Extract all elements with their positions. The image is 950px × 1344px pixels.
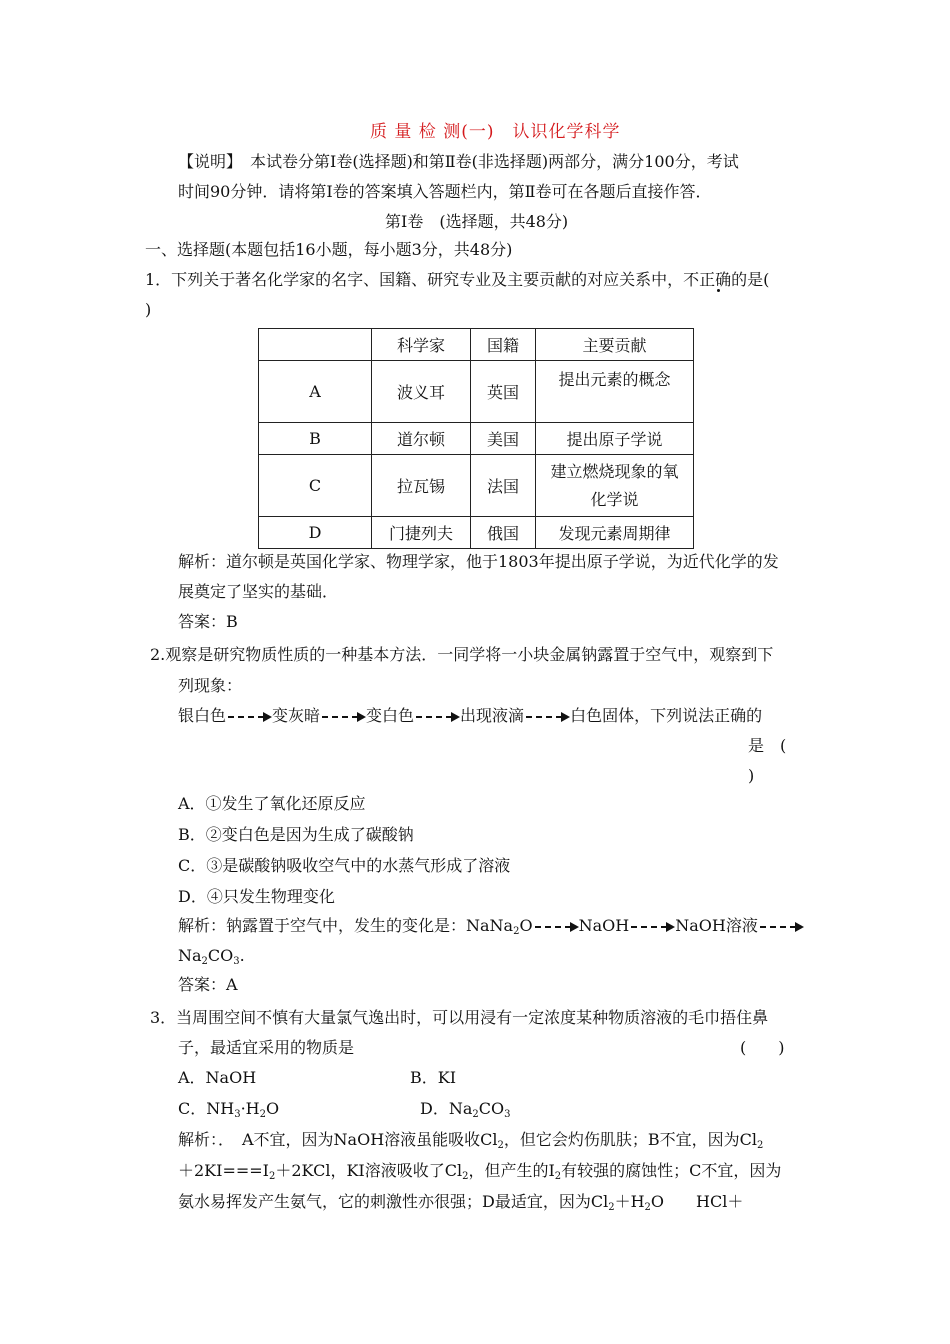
q2-stem-end-2: )	[748, 766, 755, 785]
table-header-row	[259, 329, 694, 361]
analysis-text: O HCl＋	[650, 1192, 744, 1211]
option-text: CO	[478, 1099, 505, 1118]
arrow-icon	[758, 917, 804, 937]
section-heading: 一、选择题(本题包括16小题，每小题3分，共48分)	[145, 240, 513, 259]
analysis-text: ＋H	[614, 1192, 645, 1211]
table-cell-country: 美国	[471, 423, 536, 455]
q1-answer: 答案：B	[178, 612, 238, 631]
subscript: 2	[513, 926, 520, 937]
q3-option-d	[420, 1099, 510, 1125]
analysis-text: CO	[207, 946, 234, 965]
table-header-cell: 国籍	[471, 329, 536, 361]
table-header-cell: 主要贡献	[536, 329, 694, 361]
option-text: C．NH	[178, 1099, 235, 1118]
table-row	[259, 361, 694, 423]
table-cell-option: D	[259, 517, 372, 549]
subscript: 2	[201, 956, 208, 967]
q2-stem-end-1: 是 (	[748, 736, 787, 755]
q2-option-c: C．③是碳酸钠吸收空气中的水蒸气形成了溶液	[178, 856, 511, 875]
intro-line-2: 时间90分钟．请将第Ⅰ卷的答案填入答题栏内，第Ⅱ卷可在各题后直接作答．	[178, 182, 712, 201]
subscript: 2	[757, 1140, 764, 1151]
table-cell-contribution: 提出原子学说	[536, 423, 694, 455]
part1-heading: 第Ⅰ卷 (选择题，共48分)	[385, 212, 569, 231]
intro-line-1: 【说明】 本试卷分第Ⅰ卷(选择题)和第Ⅱ卷(非选择题)两部分，满分100分，考试	[178, 152, 739, 171]
chain-step: 银白色	[178, 706, 227, 725]
subscript: 2	[472, 1109, 479, 1120]
q1-analysis-line-1: 解析：道尔顿是英国化学家、物理学家，他于1803年提出原子学说，为近代化学的发	[178, 552, 779, 571]
analysis-text: 解析：钠露置于空气中，发生的变化是：NaNa	[178, 916, 514, 935]
q1-stem-line-1: 1．下列关于著名化学家的名字、国籍、研究专业及主要贡献的对应关系中，不正确的是(	[145, 270, 770, 289]
subscript: 2	[269, 1171, 276, 1182]
analysis-text: ＋2KCl，KI溶液吸收了Cl	[275, 1161, 463, 1180]
analysis-text: 解析：． A不宜，因为NaOH溶液虽能吸收Cl	[178, 1130, 498, 1149]
scientist-table	[258, 328, 694, 549]
subscript: 3	[233, 956, 240, 967]
q2-option-d: D．④只发生物理变化	[178, 887, 335, 906]
q1-stem-line-2: )	[145, 300, 152, 319]
table-header-cell	[259, 329, 372, 361]
analysis-text: 有较强的腐蚀性；C不宜，因为	[561, 1161, 782, 1180]
q3-stem-line-1: 3．当周围空间不慎有大量氯气逸出时，可以用浸有一定浓度某种物质溶液的毛巾捂住鼻	[150, 1008, 769, 1027]
table-cell-scientist: 门捷列夫	[372, 517, 471, 549]
table-cell-option: A	[259, 361, 372, 423]
table-header-cell: 科学家	[372, 329, 471, 361]
analysis-text: ＋2KI===I	[178, 1161, 269, 1180]
table-cell-option: B	[259, 423, 372, 455]
subscript: 3	[234, 1109, 241, 1120]
q2-analysis-line-2	[178, 946, 245, 972]
q2-stem-line-1: 2.观察是研究物质性质的一种基本方法．一同学将一小块金属钠露置于空气中，观察到下	[150, 645, 774, 664]
subscript: 2	[259, 1109, 266, 1120]
subscript: 3	[504, 1109, 511, 1120]
table-row	[259, 455, 694, 517]
chain-step: 白色固体，下列说法正确的	[570, 706, 763, 725]
emphasis-dot	[717, 289, 720, 292]
q2-stem-line-2: 列现象：	[178, 676, 243, 695]
table-cell-contribution: 建立燃烧现象的氧化学说	[536, 455, 694, 517]
table-cell-country: 法国	[471, 455, 536, 517]
arrow-icon	[629, 917, 675, 937]
chain-step: 出现液滴	[460, 706, 525, 725]
table-cell-scientist: 波义耳	[372, 361, 471, 423]
arrow-icon	[533, 917, 579, 937]
q3-option-b: B．KI	[410, 1068, 457, 1087]
analysis-text: 氨水易挥发产生氨气，它的刺激性亦很强；D最适宜，因为Cl	[178, 1192, 609, 1211]
table-cell-country: 英国	[471, 361, 536, 423]
arrow-icon	[226, 707, 272, 727]
analysis-text: ，但产生的I	[468, 1161, 555, 1180]
reaction-chain	[178, 706, 762, 727]
q1-analysis-line-2: 展奠定了坚实的基础．	[178, 582, 339, 601]
q3-stem-line-2: 子，最适宜采用的物质是	[178, 1038, 355, 1057]
chain-step: 变灰暗	[272, 706, 321, 725]
subscript: 2	[497, 1140, 504, 1151]
option-text: D．Na	[420, 1099, 473, 1118]
table-cell-scientist: 道尔顿	[372, 423, 471, 455]
q2-option-a: A．①发生了氧化还原反应	[178, 794, 366, 813]
arrow-icon	[320, 707, 366, 727]
arrow-icon	[414, 707, 460, 727]
analysis-text: .	[239, 946, 245, 965]
analysis-text: Na	[178, 946, 202, 965]
analysis-text: NaOH溶液	[675, 916, 758, 935]
analysis-text: NaOH	[578, 916, 630, 935]
q3-option-a: A．NaOH	[178, 1068, 257, 1087]
q3-answer-paren: ( )	[740, 1038, 785, 1057]
analysis-text: O	[519, 916, 533, 935]
subscript: 2	[608, 1202, 615, 1213]
q2-answer: 答案：A	[178, 975, 238, 994]
table-cell-scientist: 拉瓦锡	[372, 455, 471, 517]
q2-analysis-line-1	[178, 916, 804, 942]
table-cell-contribution: 提出元素的概念	[536, 361, 694, 423]
table-row	[259, 517, 694, 549]
chain-step: 变白色	[366, 706, 415, 725]
q3-analysis-line-2	[178, 1161, 781, 1187]
table-cell-contribution: 发现元素周期律	[536, 517, 694, 549]
q3-analysis-line-3	[178, 1192, 743, 1218]
page-title: 质 量 检 测(一) 认识化学科学	[370, 122, 621, 142]
table-cell-country: 俄国	[471, 517, 536, 549]
table-cell-option: C	[259, 455, 372, 517]
q3-analysis-line-1	[178, 1130, 763, 1156]
option-text: O	[266, 1099, 280, 1118]
arrow-icon	[524, 707, 570, 727]
subscript: 2	[644, 1202, 651, 1213]
table-row	[259, 423, 694, 455]
subscript: 2	[554, 1171, 562, 1182]
analysis-text: ，但它会灼伤肌肤；B不宜，因为Cl	[503, 1130, 758, 1149]
subscript: 2	[462, 1171, 469, 1182]
q3-option-c	[178, 1099, 279, 1125]
option-text: ·H	[240, 1099, 260, 1118]
q2-option-b: B．②变白色是因为生成了碳酸钠	[178, 825, 414, 844]
